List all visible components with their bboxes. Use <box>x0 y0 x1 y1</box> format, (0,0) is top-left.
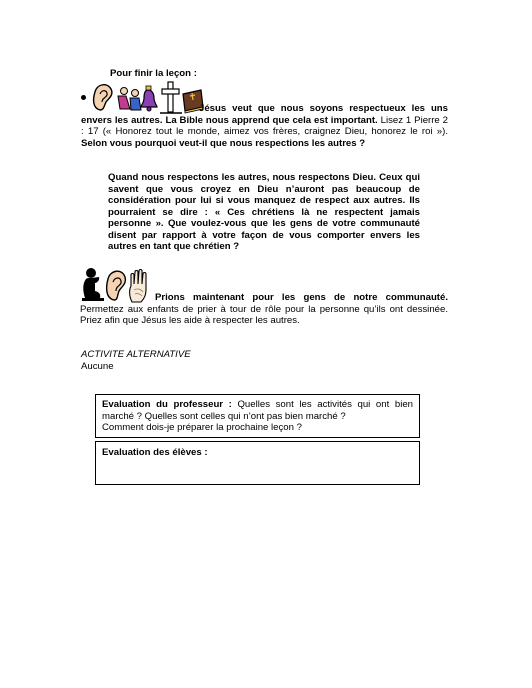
student-evaluation-box <box>95 441 420 485</box>
lesson-paragraph <box>81 103 448 149</box>
answer-quote: Quand nous respectons les autres, nous respectons Dieu. Ceux qui savent que vous croyez en Dieu n’auront pas beaucoup de considération pour lui si vous manquez de respect aux autres. Ils pourraient se dire : « Ces chrétiens là ne respectent jamais personne ». Que voulez-vous que les gens de votre communauté disent par rapport à votre façon de vous comporter envers les autres en tant que chrétien ? <box>108 172 420 252</box>
teacher-evaluation-text <box>102 399 413 422</box>
teacher-evaluation-box <box>95 394 420 438</box>
prayer-instruction: Prions maintenant pour les gens de notre communauté. <box>155 292 448 303</box>
student-evaluation-label: Evaluation des élèves : <box>102 447 208 458</box>
teacher-evaluation-label: Evaluation du professeur : <box>102 399 232 410</box>
teacher-evaluation-line2: Comment dois-je préparer la prochaine leçon ? <box>102 422 302 433</box>
prayer-paragraph <box>80 292 448 327</box>
discussion-question: Selon vous pourquoi veut-il que nous respections les autres ? <box>81 137 366 149</box>
scripture-reference: Lisez 1 Pierre 2 : 17 (« Honorez tout le monde, aimez vos frères, craignez Dieu, honorez le roi »). <box>81 114 449 137</box>
teacher-evaluation-questions: Quelles sont les activités qui ont bien marché ? Quelles sont celles qui n’ont pas bien marché ? <box>102 399 413 422</box>
bullet-point <box>81 95 86 100</box>
alternative-activity-title: ACTIVITE ALTERNATIVE <box>81 349 191 360</box>
prayer-details: Permettez aux enfants de prier à tour de rôle pour la personne qu’ils ont dessinée. Priez afin que Jésus les aide à respecter les autres. <box>80 303 448 326</box>
lesson-end-heading: Pour finir la leçon : <box>110 68 197 79</box>
key-message: Jésus veut que nous soyons respectueux les uns envers les autres. La Bible nous apprend que cela est important. <box>81 103 448 126</box>
alternative-activity-value: Aucune <box>81 361 114 372</box>
